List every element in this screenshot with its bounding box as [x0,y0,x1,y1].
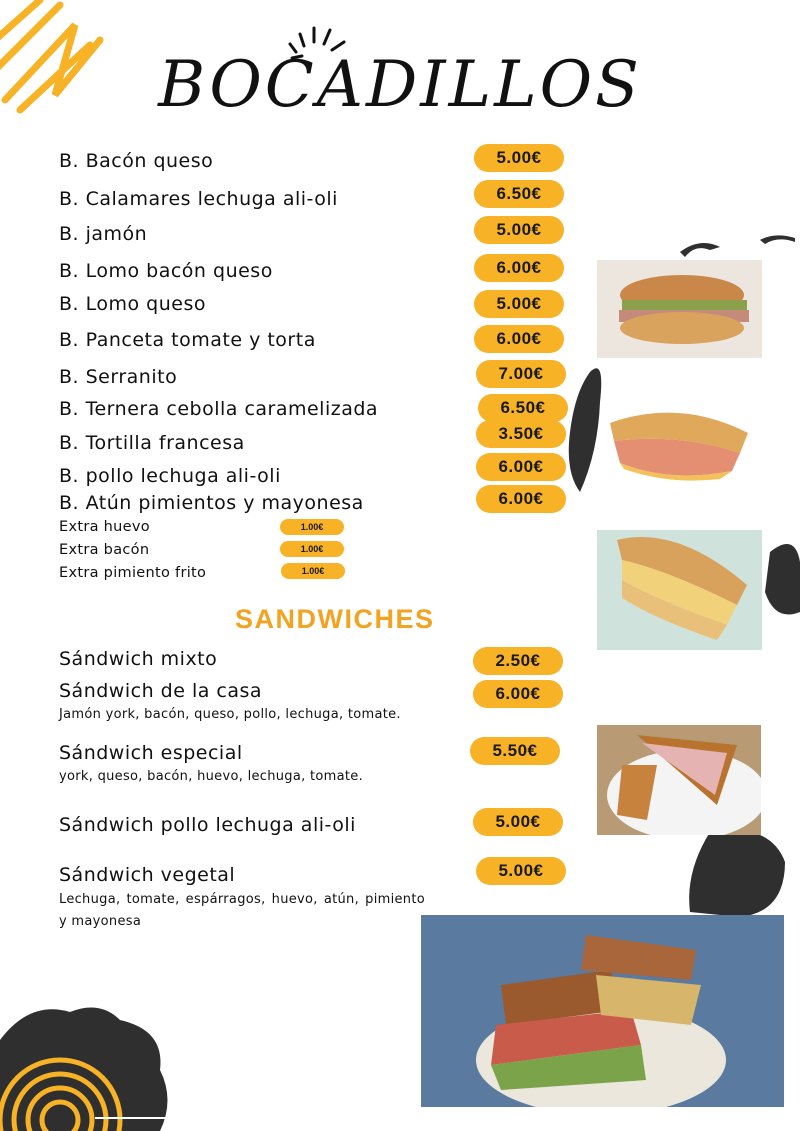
bocadillo-photo [597,260,762,358]
price-badge: 6.00€ [473,680,563,708]
extra-item-name: Extra huevo [59,519,150,535]
menu-item-name: B. jamón [59,223,148,245]
bocadillo-photo [597,530,762,650]
menu-item-name: B. Panceta tomate y torta [59,329,316,351]
price-badge: 5.00€ [474,144,564,172]
menu-item-name: Sándwich pollo lechuga ali-oli [59,814,356,836]
menu-item-name: B. pollo lechuga ali-oli [59,465,281,487]
menu-item-description: Jamón york, bacón, queso, pollo, lechuga, tomate. [59,707,401,722]
price-badge: 5.00€ [474,290,564,318]
menu-item-name: Sándwich especial [59,742,243,764]
price-badge: 6.50€ [474,180,564,208]
menu-item-name: B. Serranito [59,366,178,388]
menu-item-name: B. Lomo queso [59,293,206,315]
price-badge: 5.00€ [473,808,563,836]
price-badge: 5.50€ [470,737,560,765]
extra-item-name: Extra pimiento frito [59,565,207,581]
menu-item-name: B. Bacón queso [59,150,214,172]
menu-item-name: B. Calamares lechuga ali-oli [59,188,338,210]
section-title-sandwiches: SANDWICHES [235,604,435,634]
bocadillo-photo [600,403,752,483]
price-badge: 6.00€ [474,254,564,282]
menu-item-name: Sándwich de la casa [59,680,263,702]
menu-item-name: B. Ternera cebolla caramelizada [59,398,379,420]
sandwich-photo [421,915,784,1107]
menu-item-description: Lechuga, tomate, espárragos, huevo, atún, pimiento y mayonesa [59,892,425,929]
extra-price-badge: 1.00€ [280,519,344,535]
menu-item-name: B. Lomo bacón queso [59,260,273,282]
price-badge: 5.00€ [476,857,566,885]
menu-item-description: york, queso, bacón, huevo, lechuga, tomate. [59,769,364,784]
price-badge: 7.00€ [476,360,566,388]
price-badge: 6.00€ [476,485,566,513]
page-title: BOCADILLOS [158,48,642,122]
price-badge: 5.00€ [474,216,564,244]
price-badge: 2.50€ [473,647,563,675]
price-badge: 6.50€ [478,394,568,422]
menu-item-name: B. Atún pimientos y mayonesa [59,492,364,514]
price-badge: 6.00€ [474,325,564,353]
menu-item-name: Sándwich mixto [59,648,218,670]
price-badge: 6.00€ [476,453,566,481]
price-badge: 3.50€ [476,420,566,448]
extra-price-badge: 1.00€ [280,541,344,557]
menu-item-name: Sándwich vegetal [59,864,236,886]
sandwich-photo [597,725,761,835]
extra-item-name: Extra bacón [59,542,150,558]
spiral-blob-decoration [0,1000,190,1131]
menu-item-name: B. Tortilla francesa [59,432,245,454]
extra-price-badge: 1.00€ [281,563,345,579]
